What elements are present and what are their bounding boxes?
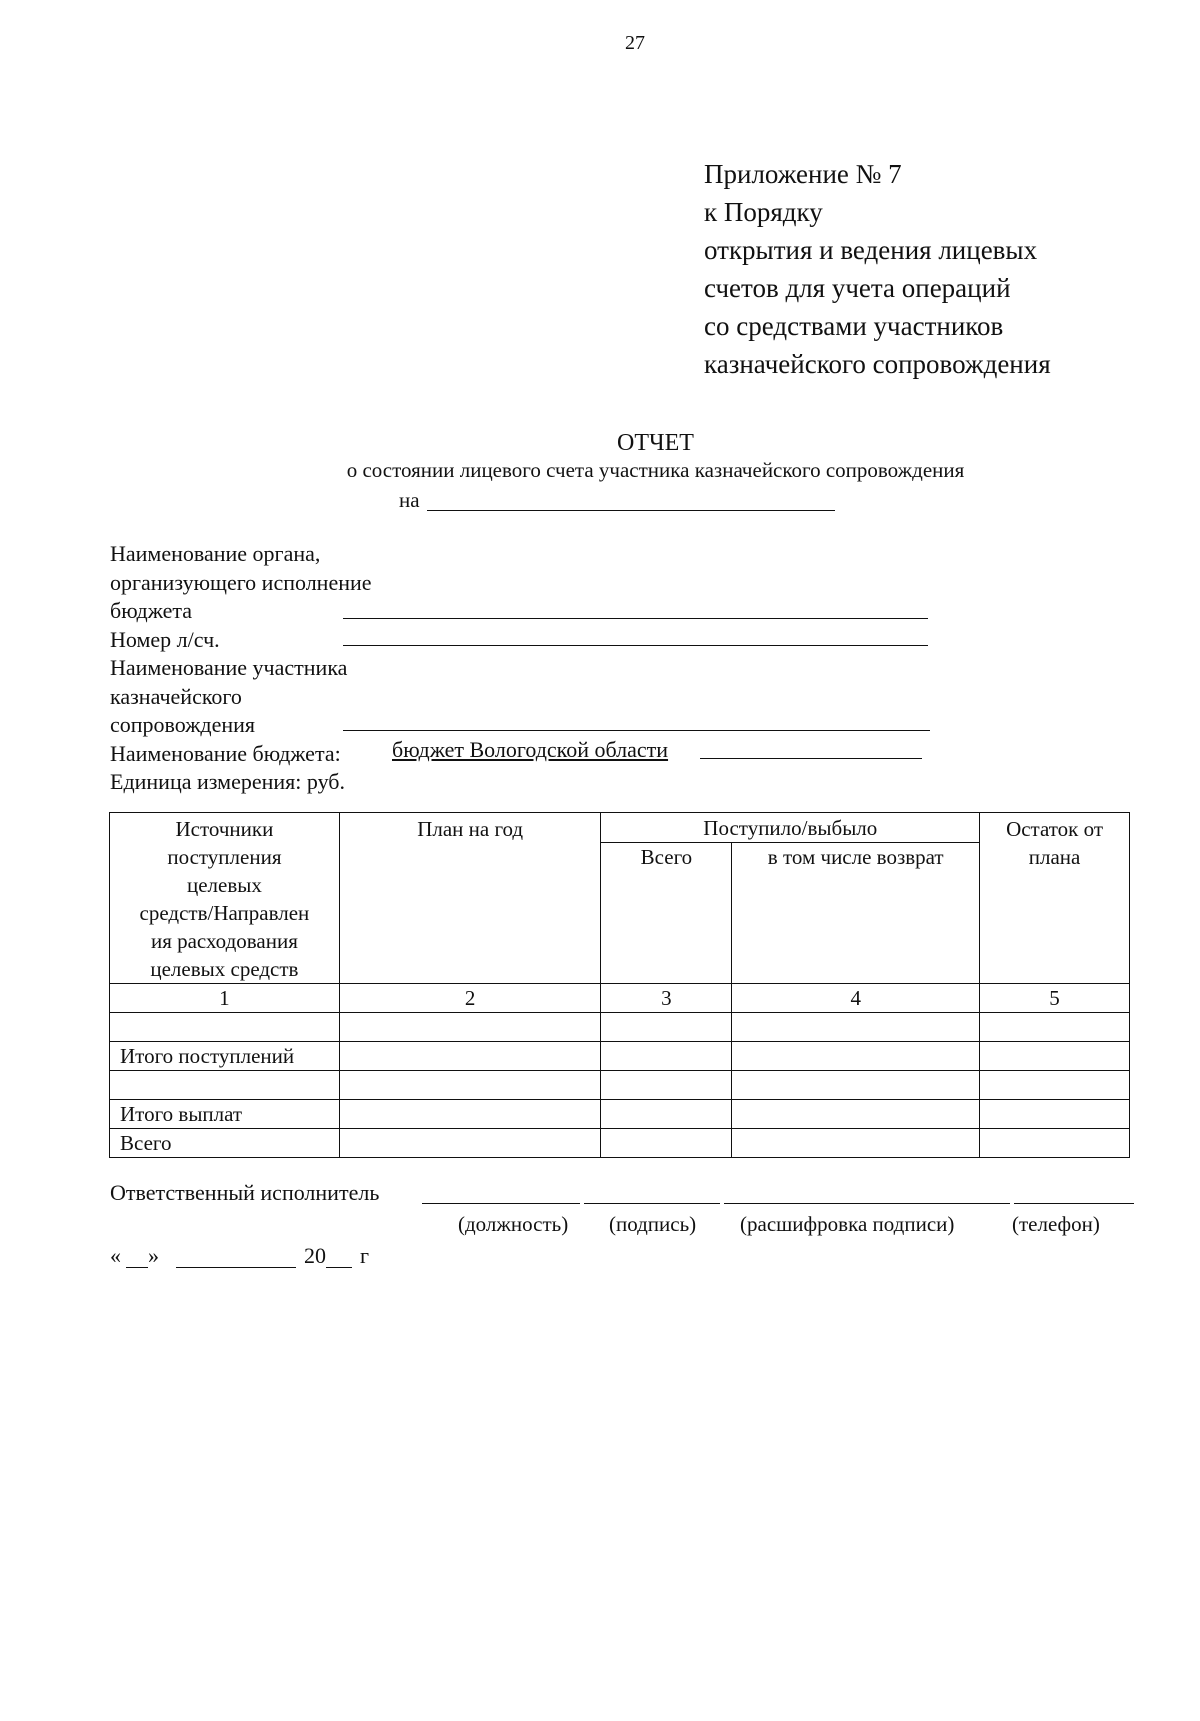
fields-block (110, 540, 372, 797)
table-cell[interactable] (732, 1129, 980, 1158)
budget-body-label: бюджета (110, 598, 193, 623)
decoding-field[interactable] (724, 1203, 1010, 1204)
table-cell[interactable] (601, 1042, 732, 1071)
column-number: 3 (601, 984, 732, 1013)
table-row (110, 1129, 1130, 1158)
table-cell[interactable] (339, 1013, 601, 1042)
signature-field[interactable] (584, 1203, 720, 1204)
table-row (110, 1071, 1130, 1100)
row-label-total-receipts: Итого поступлений (110, 1042, 340, 1071)
participant-field[interactable] (343, 730, 930, 731)
column-number: 2 (339, 984, 601, 1013)
table-cell[interactable] (732, 1100, 980, 1129)
date-year-field[interactable] (326, 1267, 352, 1268)
budget-name-underline (700, 758, 922, 759)
row-label-total-payments: Итого выплат (110, 1100, 340, 1129)
header-received: Поступило/выбыло (601, 813, 980, 843)
header-returns: в том числе возврат (732, 843, 980, 984)
column-number: 1 (110, 984, 340, 1013)
appendix-line: казначейского сопровождения (704, 349, 1051, 379)
column-number-row (110, 984, 1130, 1013)
header-remainder: Остаток от плана (980, 813, 1130, 984)
table-cell[interactable] (601, 1129, 732, 1158)
appendix-block (704, 155, 1051, 383)
unit-label: Единица измерения: руб. (110, 769, 345, 794)
table-cell[interactable] (601, 1013, 732, 1042)
participant-label: Наименование участника (110, 655, 348, 680)
table-cell[interactable] (980, 1071, 1130, 1100)
decoding-caption: (расшифровка подписи) (740, 1212, 955, 1236)
appendix-line: со средствами участников (704, 311, 1004, 341)
date-close-quote: » (148, 1243, 159, 1268)
report-subtitle: о состоянии лицевого счета участника казначейского сопровождения (346, 458, 965, 482)
report-date-field[interactable] (427, 510, 835, 511)
participant-label: казначейского (110, 683, 242, 709)
table-cell[interactable] (980, 1013, 1130, 1042)
budget-name-value: бюджет Вологодской области (392, 737, 669, 762)
column-number: 4 (732, 984, 980, 1013)
appendix-line: счетов для учета операций (704, 273, 1011, 303)
position-caption: (должность) (458, 1212, 569, 1236)
report-table (109, 812, 1130, 1158)
table-cell[interactable] (339, 1042, 601, 1071)
column-number: 5 (980, 984, 1130, 1013)
budget-body-label: Наименование органа, (110, 541, 321, 566)
table-row (110, 1013, 1130, 1042)
row-label-grand-total: Всего (110, 1129, 340, 1158)
budget-body-label: организующего исполнение (110, 569, 372, 595)
table-row (110, 1100, 1130, 1129)
table-cell[interactable] (980, 1129, 1130, 1158)
position-field[interactable] (422, 1203, 580, 1204)
appendix-line: открытия и ведения лицевых (704, 235, 1038, 265)
phone-caption: (телефон) (1012, 1212, 1100, 1236)
account-number-field[interactable] (343, 645, 928, 646)
page-number: 27 (625, 32, 645, 54)
appendix-line: к Порядку (704, 197, 823, 227)
date-open-quote: « (110, 1243, 121, 1268)
row-label (110, 1071, 340, 1100)
table-cell[interactable] (601, 1071, 732, 1100)
header-total: Всего (601, 843, 732, 984)
date-day-field[interactable] (126, 1267, 148, 1268)
phone-field[interactable] (1014, 1203, 1134, 1204)
table-cell[interactable] (339, 1100, 601, 1129)
header-sources: Источники поступления целевых средств/Направлен ия расходования целевых средств (110, 813, 340, 984)
table-cell[interactable] (601, 1100, 732, 1129)
budget-body-field[interactable] (343, 618, 928, 619)
row-label (110, 1013, 340, 1042)
account-number-label: Номер л/сч. (110, 626, 220, 652)
table-cell[interactable] (980, 1100, 1130, 1129)
report-title: ОТЧЕТ (617, 430, 694, 456)
year-prefix: 20 (304, 1243, 326, 1268)
participant-label: сопровождения (110, 712, 256, 737)
table-cell[interactable] (732, 1013, 980, 1042)
report-date-label: на (399, 488, 420, 512)
signature-caption: (подпись) (609, 1212, 697, 1236)
year-suffix: г (360, 1243, 370, 1268)
table-row (110, 1042, 1130, 1071)
appendix-line: Приложение № 7 (704, 159, 902, 189)
responsible-label: Ответственный исполнитель (110, 1180, 380, 1205)
header-plan: План на год (339, 813, 601, 984)
table-cell[interactable] (732, 1042, 980, 1071)
budget-name-label: Наименование бюджета: (110, 740, 341, 766)
table-cell[interactable] (980, 1042, 1130, 1071)
table-cell[interactable] (339, 1129, 601, 1158)
date-month-field[interactable] (176, 1267, 296, 1268)
table-cell[interactable] (732, 1071, 980, 1100)
table-cell[interactable] (339, 1071, 601, 1100)
